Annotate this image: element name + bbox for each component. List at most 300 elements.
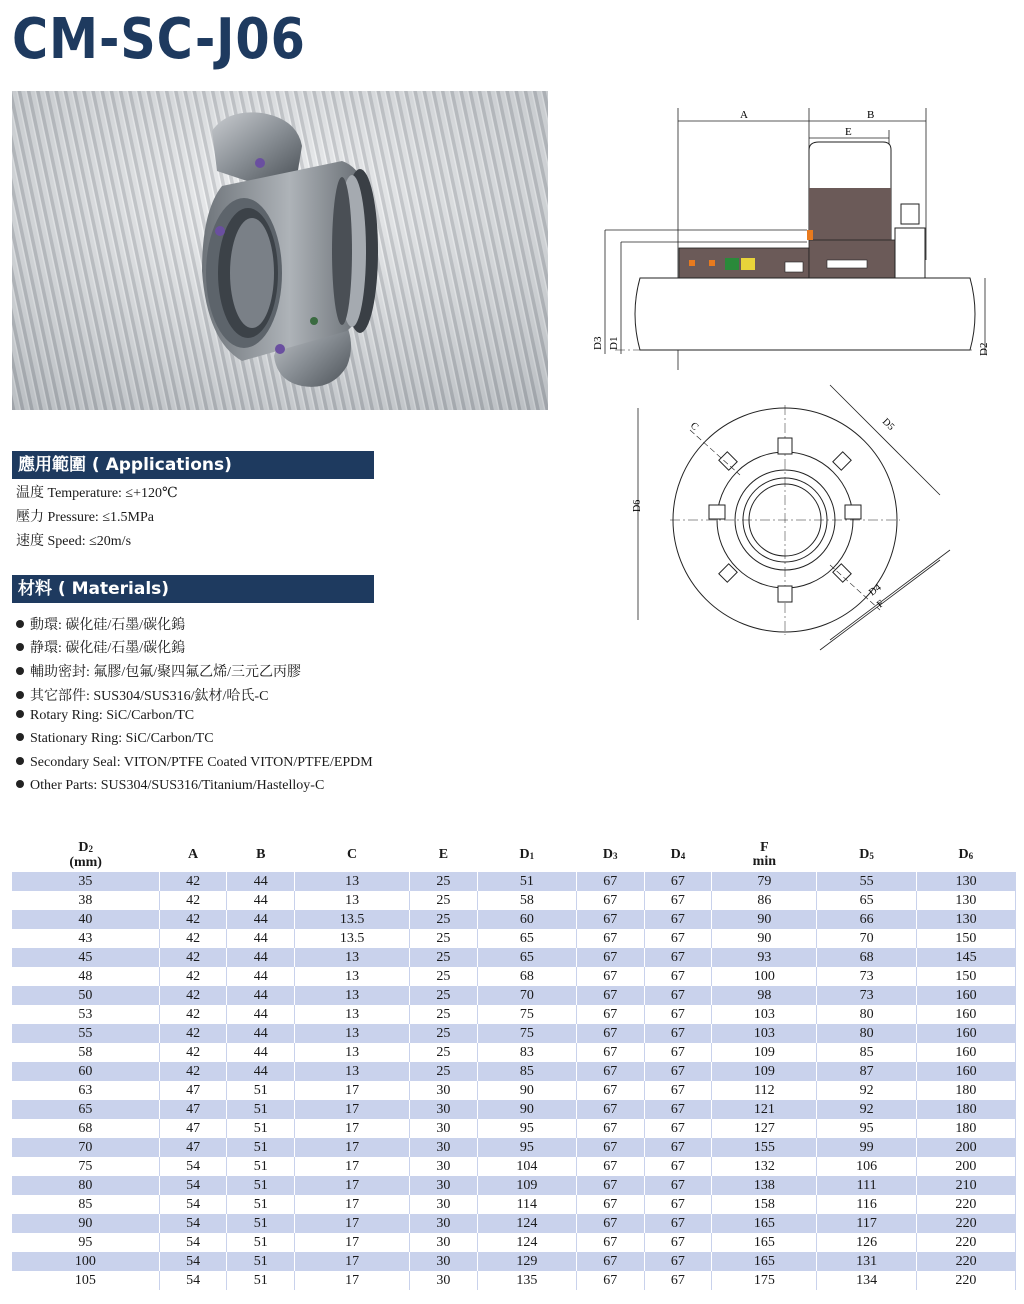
table-cell: 130 <box>916 872 1015 891</box>
table-cell: 73 <box>817 967 916 986</box>
table-cell: 67 <box>644 872 712 891</box>
table-cell: 42 <box>159 1005 227 1024</box>
table-cell: 51 <box>477 872 576 891</box>
table-cell: 79 <box>712 872 817 891</box>
table-row <box>12 1062 1016 1081</box>
table-cell: 13 <box>295 1062 410 1081</box>
table-cell: 25 <box>410 967 478 986</box>
table-cell: 67 <box>644 1119 712 1138</box>
table-cell: 135 <box>477 1271 576 1290</box>
column-header <box>410 838 478 872</box>
column-header: $D_2$ (mm) <box>69 839 102 870</box>
table-cell: 83 <box>477 1043 576 1062</box>
table-cell: 44 <box>227 891 295 910</box>
column-header-label: A <box>188 847 199 862</box>
table-cell: 67 <box>576 1214 644 1233</box>
table-cell: 44 <box>227 929 295 948</box>
column-header: $D_3$ <box>602 846 618 862</box>
table-cell: 25 <box>410 872 478 891</box>
table-cell: 42 <box>159 872 227 891</box>
table-cell: 150 <box>916 929 1015 948</box>
table-cell: 160 <box>916 1005 1015 1024</box>
table-cell: 67 <box>644 1005 712 1024</box>
table-cell: 67 <box>644 910 712 929</box>
section-drawing <box>585 100 1005 375</box>
table-cell: 13.5 <box>295 929 410 948</box>
table-cell: 180 <box>916 1119 1015 1138</box>
dim-label-d6: D6 <box>632 499 643 512</box>
table-row <box>12 1195 1016 1214</box>
column-header-label: D <box>958 846 969 862</box>
table-cell: 180 <box>916 1100 1015 1119</box>
application-temperature: 温度 Temperature: ≤+120℃ <box>16 486 178 501</box>
table-cell: 25 <box>410 1043 478 1062</box>
table-cell: 17 <box>295 1176 410 1195</box>
table-cell: 131 <box>817 1252 916 1271</box>
table-cell: 95 <box>817 1119 916 1138</box>
table-cell: 121 <box>712 1100 817 1119</box>
table-row <box>12 1271 1016 1290</box>
table-cell: 103 <box>712 1005 817 1024</box>
table-cell: 51 <box>227 1100 295 1119</box>
table-cell: 75 <box>477 1024 576 1043</box>
table-cell: 116 <box>817 1195 916 1214</box>
applications-heading: 應用範圍 ( Applications) <box>12 451 374 479</box>
table-cell: 47 <box>159 1100 227 1119</box>
table-cell: 30 <box>410 1138 478 1157</box>
table-cell: 17 <box>295 1252 410 1271</box>
table-cell: 90 <box>477 1100 576 1119</box>
table-cell: 92 <box>817 1100 916 1119</box>
table-cell: 13 <box>295 1005 410 1024</box>
table-row <box>12 1005 1016 1024</box>
table-cell: 44 <box>227 910 295 929</box>
table-cell: 100 <box>712 967 817 986</box>
table-cell: 51 <box>227 1195 295 1214</box>
table-cell: 67 <box>576 1062 644 1081</box>
table-cell: 80 <box>817 1005 916 1024</box>
table-cell: 67 <box>576 1195 644 1214</box>
table-cell: 54 <box>159 1271 227 1290</box>
dim-label-d3: D3 <box>592 336 604 350</box>
table-cell: 87 <box>817 1062 916 1081</box>
table-cell: 220 <box>916 1252 1015 1271</box>
table-cell: 54 <box>159 1195 227 1214</box>
table-cell: 70 <box>12 1138 159 1157</box>
table-cell: 25 <box>410 910 478 929</box>
table-row <box>12 1081 1016 1100</box>
dim-label-f: F <box>875 598 887 611</box>
table-cell: 90 <box>712 929 817 948</box>
column-header-label: C <box>347 847 358 862</box>
table-cell: 165 <box>712 1252 817 1271</box>
table-cell: 67 <box>576 1100 644 1119</box>
table-cell: 13 <box>295 1043 410 1062</box>
table-cell: 100 <box>12 1252 159 1271</box>
table-cell: 67 <box>576 891 644 910</box>
table-cell: 106 <box>817 1157 916 1176</box>
table-cell: 98 <box>712 986 817 1005</box>
table-cell: 200 <box>916 1138 1015 1157</box>
table-cell: 51 <box>227 1252 295 1271</box>
table-cell: 175 <box>712 1271 817 1290</box>
table-cell: 155 <box>712 1138 817 1157</box>
table-cell: 67 <box>644 1252 712 1271</box>
table-cell: 145 <box>916 948 1015 967</box>
table-cell: 51 <box>227 1138 295 1157</box>
material-item: 動環: 碳化硅/石墨/碳化鎢 <box>16 614 185 634</box>
table-cell: 70 <box>477 986 576 1005</box>
table-cell: 90 <box>712 910 817 929</box>
table-cell: 86 <box>712 891 817 910</box>
table-cell: 85 <box>817 1043 916 1062</box>
table-cell: 17 <box>295 1100 410 1119</box>
table-cell: 67 <box>576 986 644 1005</box>
table-cell: 95 <box>477 1119 576 1138</box>
table-cell: 85 <box>12 1195 159 1214</box>
table-row <box>12 1024 1016 1043</box>
table-cell: 109 <box>712 1062 817 1081</box>
materials-heading: 材料 ( Materials) <box>12 575 374 603</box>
table-row <box>12 967 1016 986</box>
column-header-label: D <box>78 839 89 855</box>
column-header: $D_1$ <box>519 846 535 862</box>
table-row <box>12 929 1016 948</box>
table-cell: 25 <box>410 891 478 910</box>
table-cell: 53 <box>12 1005 159 1024</box>
table-cell: 150 <box>916 967 1015 986</box>
table-cell: 54 <box>159 1214 227 1233</box>
table-cell: 95 <box>477 1138 576 1157</box>
column-header-label: D <box>519 846 530 862</box>
table-cell: 67 <box>644 948 712 967</box>
table-cell: 44 <box>227 1062 295 1081</box>
table-cell: 68 <box>12 1119 159 1138</box>
table-row <box>12 986 1016 1005</box>
table-cell: 80 <box>817 1024 916 1043</box>
table-cell: 42 <box>159 910 227 929</box>
table-cell: 75 <box>477 1005 576 1024</box>
table-cell: 124 <box>477 1233 576 1252</box>
dim-label-b: B <box>867 109 875 121</box>
table-cell: 25 <box>410 986 478 1005</box>
dim-label-e: E <box>845 126 852 138</box>
dimension-table <box>12 838 1016 1290</box>
column-header: $D_4$ <box>670 846 686 862</box>
table-cell: 114 <box>477 1195 576 1214</box>
table-cell: 54 <box>159 1252 227 1271</box>
table-cell: 30 <box>410 1214 478 1233</box>
column-header: $D_5$ <box>859 846 874 862</box>
table-cell: 160 <box>916 986 1015 1005</box>
table-cell: 67 <box>576 1176 644 1195</box>
material-item: 其它部件: SUS304/SUS316/鈦材/哈氏-C <box>16 685 268 705</box>
table-cell: 220 <box>916 1233 1015 1252</box>
table-cell: 67 <box>576 967 644 986</box>
table-cell: 42 <box>159 967 227 986</box>
table-cell: 30 <box>410 1119 478 1138</box>
table-row <box>12 1100 1016 1119</box>
table-cell: 30 <box>410 1271 478 1290</box>
table-cell: 67 <box>644 1138 712 1157</box>
table-cell: 130 <box>916 910 1015 929</box>
table-cell: 42 <box>159 948 227 967</box>
material-item: Secondary Seal: VITON/PTFE Coated VITON/PTFE/EPDM <box>16 755 373 771</box>
table-cell: 43 <box>12 929 159 948</box>
table-cell: 67 <box>576 1271 644 1290</box>
material-item: Other Parts: SUS304/SUS316/Titanium/Hastelloy-C <box>16 778 324 794</box>
table-cell: 85 <box>477 1062 576 1081</box>
column-header-label: E <box>438 847 449 862</box>
table-row <box>12 1252 1016 1271</box>
table-cell: 112 <box>712 1081 817 1100</box>
table-cell: 65 <box>477 929 576 948</box>
table-row <box>12 891 1016 910</box>
table-cell: 67 <box>644 1081 712 1100</box>
table-row <box>12 1138 1016 1157</box>
table-cell: 67 <box>644 891 712 910</box>
table-cell: 42 <box>159 929 227 948</box>
table-cell: 109 <box>712 1043 817 1062</box>
table-cell: 44 <box>227 986 295 1005</box>
dim-label-d5: D5 <box>879 416 897 433</box>
table-cell: 17 <box>295 1138 410 1157</box>
table-cell: 44 <box>227 967 295 986</box>
table-cell: 67 <box>576 929 644 948</box>
material-item: 輔助密封: 氟膠/包氟/聚四氟乙烯/三元乙丙膠 <box>16 661 301 681</box>
table-cell: 67 <box>576 872 644 891</box>
table-cell: 210 <box>916 1176 1015 1195</box>
table-cell: 30 <box>410 1157 478 1176</box>
table-cell: 17 <box>295 1119 410 1138</box>
column-header-label: B <box>256 847 266 862</box>
table-row <box>12 1176 1016 1195</box>
application-pressure: 壓力 Pressure: ≤1.5MPa <box>16 510 154 525</box>
table-cell: 17 <box>295 1157 410 1176</box>
table-cell: 130 <box>916 891 1015 910</box>
table-cell: 58 <box>12 1043 159 1062</box>
column-header-label: D <box>670 846 681 862</box>
table-cell: 90 <box>477 1081 576 1100</box>
table-cell: 25 <box>410 948 478 967</box>
table-cell: 48 <box>12 967 159 986</box>
table-cell: 92 <box>817 1081 916 1100</box>
product-title: CM-SC-J06 <box>12 7 306 72</box>
table-cell: 104 <box>477 1157 576 1176</box>
table-row <box>12 910 1016 929</box>
table-cell: 93 <box>712 948 817 967</box>
table-cell: 54 <box>159 1233 227 1252</box>
table-cell: 25 <box>410 929 478 948</box>
table-cell: 65 <box>12 1100 159 1119</box>
table-cell: 127 <box>712 1119 817 1138</box>
table-cell: 30 <box>410 1195 478 1214</box>
table-cell: 73 <box>817 986 916 1005</box>
table-cell: 67 <box>576 948 644 967</box>
table-cell: 13 <box>295 891 410 910</box>
table-row <box>12 1214 1016 1233</box>
table-cell: 67 <box>576 910 644 929</box>
table-cell: 50 <box>12 986 159 1005</box>
column-header: $D_6$ <box>958 846 974 862</box>
table-cell: 44 <box>227 948 295 967</box>
table-cell: 68 <box>817 948 916 967</box>
table-cell: 25 <box>410 1062 478 1081</box>
table-cell: 63 <box>12 1081 159 1100</box>
table-cell: 67 <box>576 1081 644 1100</box>
table-cell: 67 <box>576 1005 644 1024</box>
table-cell: 109 <box>477 1176 576 1195</box>
table-cell: 44 <box>227 1005 295 1024</box>
table-cell: 13 <box>295 967 410 986</box>
table-cell: 47 <box>159 1081 227 1100</box>
table-row <box>12 1119 1016 1138</box>
table-cell: 54 <box>159 1176 227 1195</box>
table-cell: 42 <box>159 1062 227 1081</box>
table-cell: 51 <box>227 1214 295 1233</box>
column-header: F min <box>752 840 777 869</box>
table-cell: 30 <box>410 1233 478 1252</box>
table-row <box>12 872 1016 891</box>
table-cell: 67 <box>644 1157 712 1176</box>
table-cell: 67 <box>576 1043 644 1062</box>
table-cell: 55 <box>817 872 916 891</box>
table-cell: 51 <box>227 1271 295 1290</box>
table-row <box>12 1157 1016 1176</box>
table-cell: 47 <box>159 1138 227 1157</box>
table-cell: 45 <box>12 948 159 967</box>
table-cell: 30 <box>410 1100 478 1119</box>
column-header <box>227 838 295 872</box>
dim-label-a: A <box>740 109 748 121</box>
table-cell: 124 <box>477 1214 576 1233</box>
table-cell: 67 <box>576 1252 644 1271</box>
table-cell: 68 <box>477 967 576 986</box>
table-cell: 17 <box>295 1195 410 1214</box>
table-cell: 17 <box>295 1214 410 1233</box>
table-row <box>12 948 1016 967</box>
table-cell: 13 <box>295 948 410 967</box>
table-cell: 99 <box>817 1138 916 1157</box>
table-cell: 54 <box>159 1157 227 1176</box>
table-cell: 65 <box>817 891 916 910</box>
material-item: Stationary Ring: SiC/Carbon/TC <box>16 731 214 747</box>
table-cell: 44 <box>227 1043 295 1062</box>
table-cell: 165 <box>712 1233 817 1252</box>
table-cell: 103 <box>712 1024 817 1043</box>
table-cell: 129 <box>477 1252 576 1271</box>
table-cell: 67 <box>644 1271 712 1290</box>
material-item: Rotary Ring: SiC/Carbon/TC <box>16 708 194 724</box>
table-cell: 13 <box>295 1024 410 1043</box>
table-cell: 67 <box>644 967 712 986</box>
column-header-label: D <box>859 846 870 862</box>
table-cell: 67 <box>644 1043 712 1062</box>
table-cell: 220 <box>916 1214 1015 1233</box>
table-cell: 105 <box>12 1271 159 1290</box>
table-cell: 13 <box>295 872 410 891</box>
table-cell: 66 <box>817 910 916 929</box>
table-cell: 138 <box>712 1176 817 1195</box>
material-item: 静環: 碳化硅/石墨/碳化鎢 <box>16 637 185 657</box>
table-cell: 67 <box>644 986 712 1005</box>
table-cell: 55 <box>12 1024 159 1043</box>
table-cell: 160 <box>916 1024 1015 1043</box>
table-cell: 200 <box>916 1157 1015 1176</box>
table-cell: 67 <box>644 1100 712 1119</box>
table-cell: 44 <box>227 1024 295 1043</box>
table-cell: 220 <box>916 1195 1015 1214</box>
table-cell: 160 <box>916 1062 1015 1081</box>
table-cell: 67 <box>576 1119 644 1138</box>
table-row <box>12 1233 1016 1252</box>
column-header <box>295 838 410 872</box>
product-photo <box>12 91 548 410</box>
table-cell: 60 <box>12 1062 159 1081</box>
table-cell: 180 <box>916 1081 1015 1100</box>
table-header-row <box>12 838 1016 872</box>
table-cell: 80 <box>12 1176 159 1195</box>
table-cell: 67 <box>644 1062 712 1081</box>
table-cell: 160 <box>916 1043 1015 1062</box>
table-cell: 38 <box>12 891 159 910</box>
table-cell: 35 <box>12 872 159 891</box>
table-cell: 30 <box>410 1252 478 1271</box>
table-cell: 51 <box>227 1081 295 1100</box>
table-cell: 95 <box>12 1233 159 1252</box>
table-cell: 30 <box>410 1081 478 1100</box>
table-cell: 67 <box>644 1176 712 1195</box>
table-cell: 67 <box>644 1195 712 1214</box>
table-row <box>12 1043 1016 1062</box>
table-cell: 42 <box>159 891 227 910</box>
table-cell: 67 <box>644 929 712 948</box>
table-cell: 90 <box>12 1214 159 1233</box>
table-cell: 75 <box>12 1157 159 1176</box>
table-cell: 67 <box>644 1024 712 1043</box>
table-cell: 17 <box>295 1271 410 1290</box>
table-cell: 13 <box>295 986 410 1005</box>
table-cell: 51 <box>227 1157 295 1176</box>
table-cell: 25 <box>410 1005 478 1024</box>
table-cell: 220 <box>916 1271 1015 1290</box>
table-cell: 67 <box>644 1233 712 1252</box>
table-cell: 51 <box>227 1233 295 1252</box>
application-speed: 速度 Speed: ≤20m/s <box>16 534 132 549</box>
table-cell: 44 <box>227 872 295 891</box>
table-cell: 70 <box>817 929 916 948</box>
table-cell: 111 <box>817 1176 916 1195</box>
column-header <box>159 838 227 872</box>
table-cell: 17 <box>295 1081 410 1100</box>
table-cell: 42 <box>159 1043 227 1062</box>
table-cell: 58 <box>477 891 576 910</box>
table-cell: 67 <box>576 1157 644 1176</box>
table-cell: 67 <box>576 1024 644 1043</box>
table-cell: 67 <box>644 1214 712 1233</box>
column-header-label: F <box>760 840 769 855</box>
dim-label-d2: D2 <box>978 342 990 356</box>
dim-label-d4: D4 <box>867 582 884 599</box>
table-cell: 40 <box>12 910 159 929</box>
table-cell: 134 <box>817 1271 916 1290</box>
table-cell: 67 <box>576 1233 644 1252</box>
table-cell: 67 <box>576 1138 644 1157</box>
table-cell: 65 <box>477 948 576 967</box>
table-cell: 47 <box>159 1119 227 1138</box>
table-cell: 132 <box>712 1157 817 1176</box>
table-cell: 42 <box>159 1024 227 1043</box>
